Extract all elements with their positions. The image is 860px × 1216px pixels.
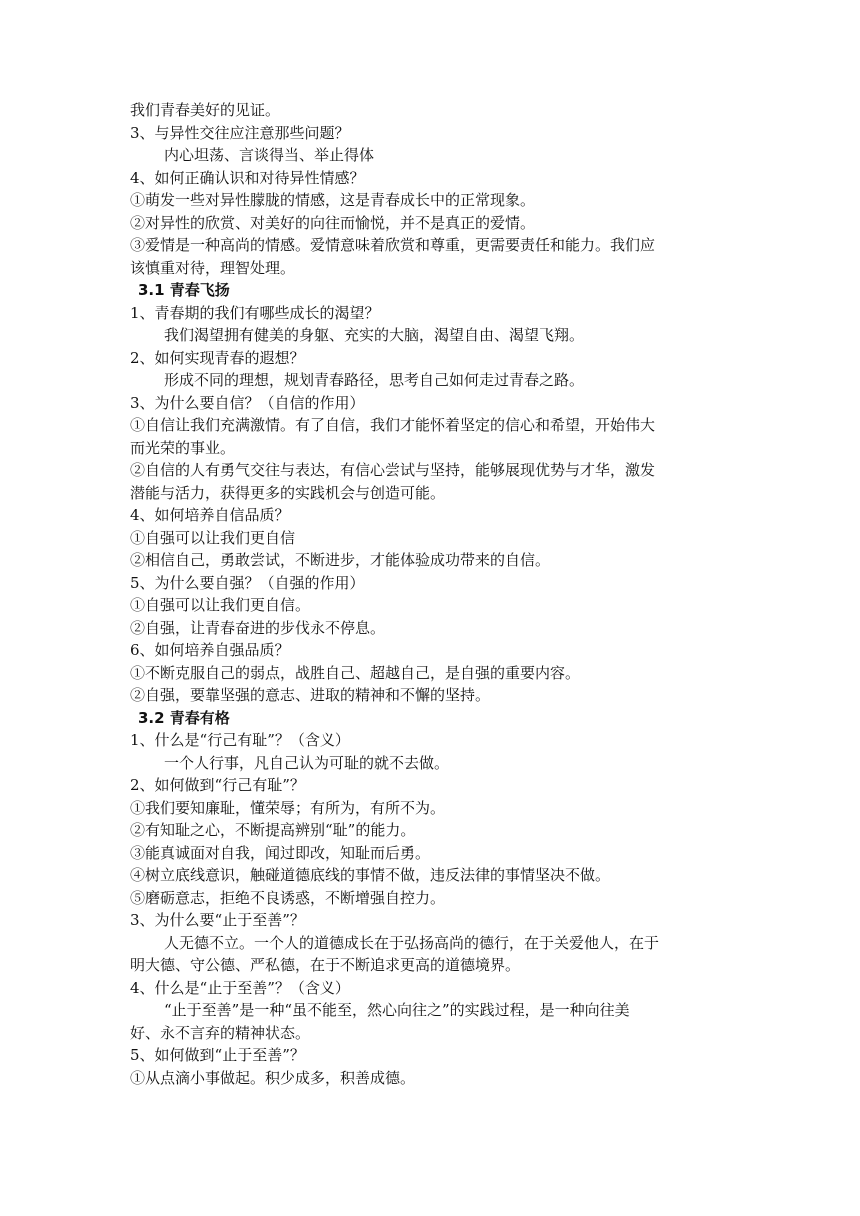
text-line: 好、永不言弃的精神状态。: [130, 1023, 311, 1042]
text-line: ①萌发一些对异性朦胧的情感，这是青春成长中的正常现象。: [130, 191, 536, 209]
text-line: ①自强可以让我们更自信: [130, 528, 296, 547]
text-line: ②自信的人有勇气交往与表达，有信心尝试与坚持，能够展现优势与才华，激发: [130, 461, 656, 479]
text-line: 3、与异性交往应注意那些问题？: [130, 123, 350, 142]
text-line: 形成不同的理想，规划青春路径，思考自己如何走过青春之路。: [164, 371, 585, 389]
text-line: 一个人行事，凡自己认为可耻的就不去做。: [164, 753, 450, 772]
text-line: ⑤磨砺意志，拒绝不良诱惑，不断增强自控力。: [130, 888, 446, 907]
section-heading: 3.1 青春飞扬: [138, 281, 230, 299]
text-line: ①从点滴小事做起。积少成多，积善成德。: [130, 1068, 416, 1087]
section-heading: 3.2 青春有格: [138, 708, 230, 727]
text-line: 该慎重对待，理智处理。: [130, 258, 296, 277]
text-line: 潜能与活力，获得更多的实践机会与创造可能。: [130, 483, 446, 502]
text-line: 2、如何做到“行己有耻”？: [130, 776, 305, 794]
text-line: ①自信让我们充满激情。有了自信，我们才能怀着坚定的信心和希望，开始伟大: [130, 416, 656, 434]
text-line: 4、什么是“止于至善”？（含义）: [130, 978, 350, 997]
document-page: [130, 99, 740, 1089]
text-line: 1、青春期的我们有哪些成长的渴望？: [130, 303, 380, 322]
text-line: ③能真诚面对自我，闻过即改，知耻而后勇。: [130, 843, 431, 862]
text-line: 1、什么是“行己有耻”？（含义）: [130, 731, 350, 749]
text-line: 4、如何正确认识和对待异性情感？: [130, 168, 365, 187]
text-line: ②相信自己，勇敢尝试，不断进步，才能体验成功带来的自信。: [130, 551, 551, 569]
text-line: 人无德不立。一个人的道德成长在于弘扬高尚的德行，在于关爱他人，在于: [164, 933, 660, 952]
text-line: ④树立底线意识，触碰道德底线的事情不做，违反法律的事情坚决不做。: [130, 866, 611, 884]
text-line: “止于至善”是一种“虽不能至，然心向往之”的实践过程，是一种向往美: [164, 1001, 630, 1019]
text-line: 3、为什么要自信？（自信的作用）: [130, 393, 365, 412]
text-line: ②有知耻之心，不断提高辨别“耻”的能力。: [130, 821, 416, 839]
text-line: ②自强，让青春奋进的步伐永不停息。: [130, 618, 386, 637]
text-line: 5、如何做到“止于至善”？: [130, 1046, 305, 1064]
text-line: 内心坦荡、言谈得当、举止得体: [164, 146, 375, 164]
text-line: 4、如何培养自信品质？: [130, 506, 290, 524]
text-line: 而光荣的事业。: [130, 438, 236, 457]
text-line: ①不断克服自己的弱点，战胜自己、超越自己，是自强的重要内容。: [130, 663, 581, 682]
text-line: ①自强可以让我们更自信。: [130, 596, 311, 614]
text-line: ②自强，要靠坚强的意志、进取的精神和不懈的坚持。: [130, 686, 491, 704]
text-line: ②对异性的欣赏、对美好的向往而愉悦，并不是真正的爱情。: [130, 213, 536, 232]
text-line: 我们青春美好的见证。: [130, 101, 281, 119]
text-line: 3、为什么要“止于至善”？: [130, 911, 305, 929]
text-line: 5、为什么要自强？（自强的作用）: [130, 573, 365, 592]
text-line: 2、如何实现青春的遐想？: [130, 348, 305, 367]
text-line: ③爱情是一种高尚的情感。爱情意味着欣赏和尊重，更需要责任和能力。我们应: [130, 236, 656, 254]
text-line: 6、如何培养自强品质？: [130, 641, 290, 659]
text-line: 明大德、守公德、严私德，在于不断追求更高的道德境界。: [130, 956, 521, 974]
text-line: 我们渴望拥有健美的身躯、充实的大脑，渴望自由、渴望飞翔。: [164, 326, 585, 344]
text-line: ①我们要知廉耻，懂荣辱；有所为，有所不为。: [130, 798, 446, 817]
